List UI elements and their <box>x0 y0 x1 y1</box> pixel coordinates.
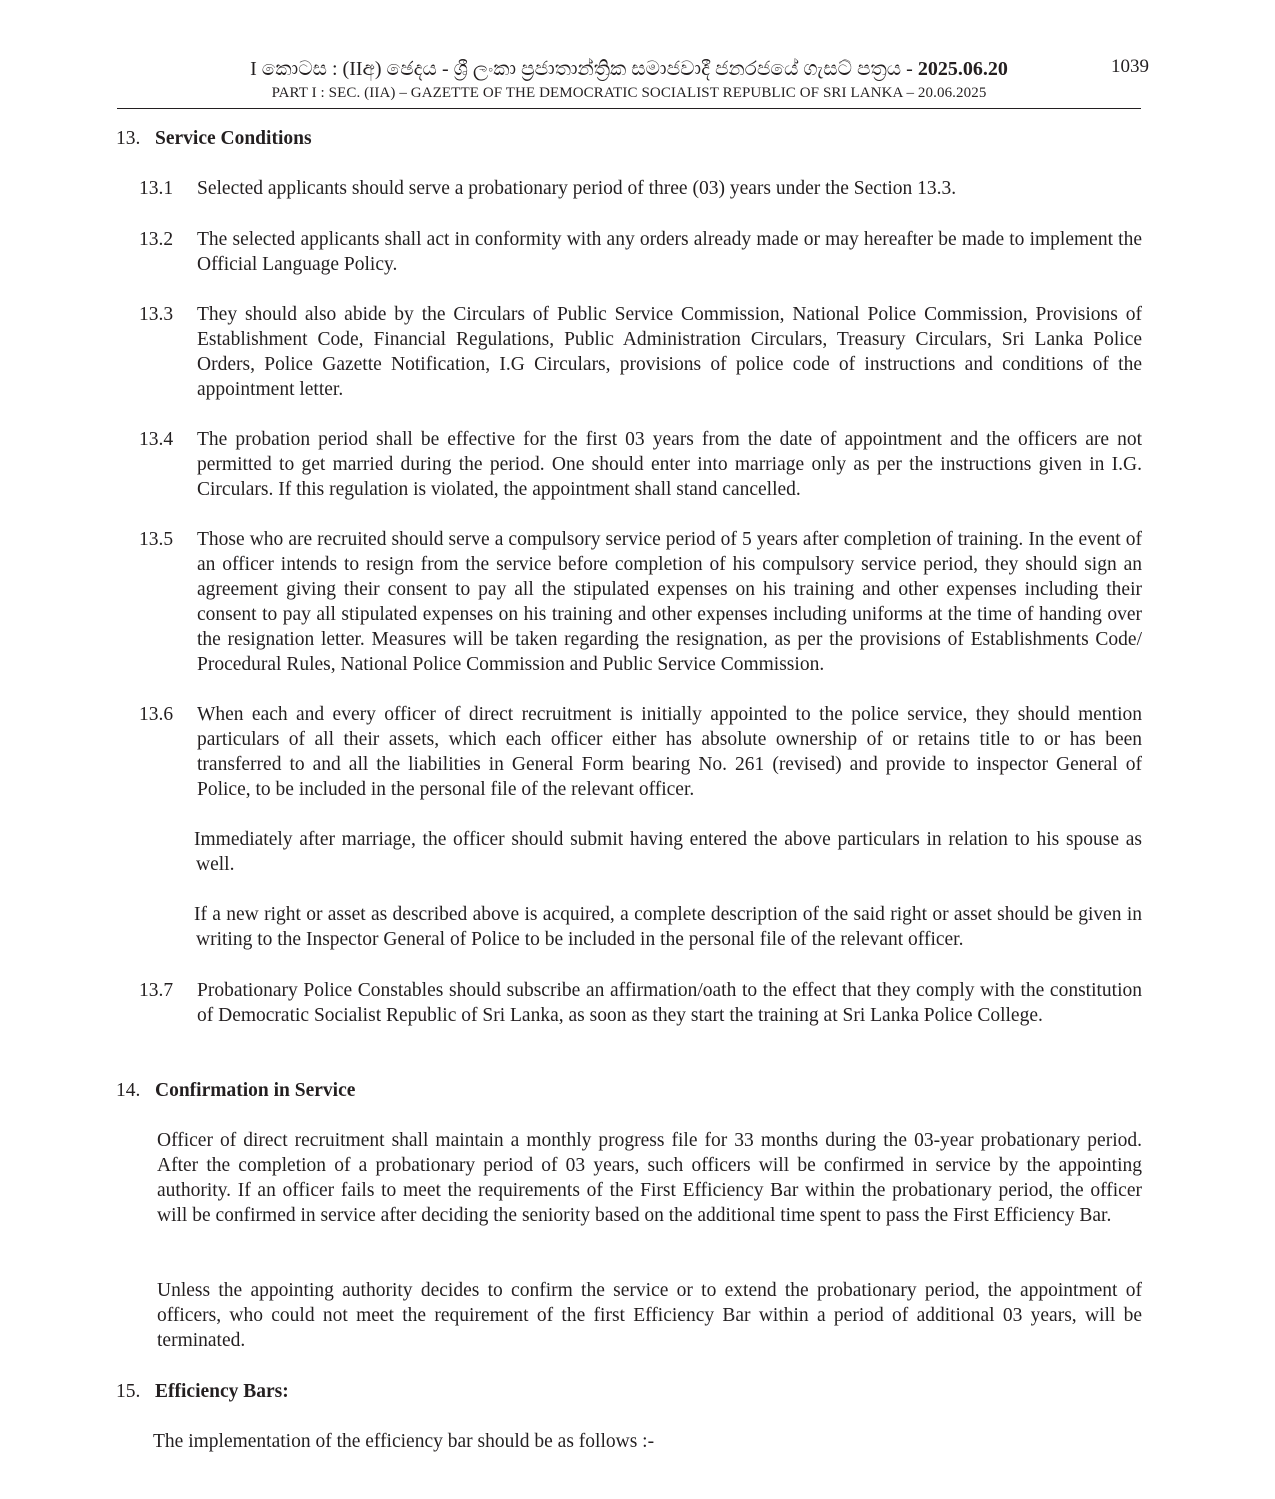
section-13-heading <box>116 126 312 151</box>
clause-number: 13.7 <box>139 980 174 1001</box>
page-number: 1039 <box>1111 56 1149 77</box>
header-sinhala-date: 2025.06.20 <box>917 58 1008 80</box>
clause-text: Those who are recruited should serve a compulsory service period of 5 years after completion of training. In the event of an officer intends to resign from the service before completion of his compulsory service period, they should sign an agreement giving their consent to pay all the stipulated expenses on his training and other expenses including their consent to pay all stipulated expenses on his training and other expenses including uniforms at the time of handing over the resignation letter. Measures will be taken regarding the resignation, as per the provisions of Establishments Code/ Procedural Rules, National Police Commission and Public Service Commission. <box>197 529 1142 675</box>
clause-number: 13.6 <box>139 704 174 725</box>
section-title: Efficiency Bars: <box>155 1381 289 1402</box>
section-15-heading <box>116 1379 289 1404</box>
clause-number: 13.1 <box>139 178 174 199</box>
header-divider <box>117 108 1141 109</box>
clause-13-6 <box>139 702 1142 802</box>
clause-text: Selected applicants should serve a probationary period of three (03) years under the Section 13.3. <box>197 178 957 199</box>
clause-13-6-paragraph-new-asset: If a new right or asset as described above is acquired, a complete description of the said right or asset should be given in writing to the Inspector General of Police to be included in the personal file of the relevant officer. <box>194 904 1142 950</box>
clause-text: The probation period shall be effective for the first 03 years from the date of appointment and the officers are not permitted to get married during the period. One should enter into marriage only as per the instructions given in I.G. Circulars. If this regulation is violated, the appointment shall stand cancelled. <box>197 429 1142 500</box>
clause-13-3 <box>139 302 1142 402</box>
section-14-paragraph-2: Unless the appointing authority decides to confirm the service or to extend the probationary period, the appointment of officers, who could not meet the requirement of the first Efficiency Bar within a period of additional 03 years, will be terminated. <box>157 1280 1142 1351</box>
clause-13-2 <box>139 227 1142 277</box>
section-15-intro: The implementation of the efficiency bar should be as follows :- <box>153 1431 655 1452</box>
clause-13-6-paragraph-marriage: Immediately after marriage, the officer should submit having entered the above particulars in relation to his spouse as well. <box>194 829 1142 875</box>
clause-number: 13.4 <box>139 429 174 450</box>
clause-text: Probationary Police Constables should subscribe an affirmation/oath to the effect that they comply with the constitution of Democratic Socialist Republic of Sri Lanka, as soon as they start the training at Sri Lanka Police College. <box>197 980 1142 1026</box>
section-number: 13. <box>116 128 141 149</box>
section-number: 14. <box>116 1080 141 1101</box>
section-14-paragraph-1: Officer of direct recruitment shall maintain a monthly progress file for 33 months during the 03-year probationary period. After the completion of a probationary period of 03 years, such officers will be confirmed in service by the appointing authority. If an officer fails to meet the requirements of the First Efficiency Bar within the probationary period, the officer will be confirmed in service after deciding the seniority based on the additional time spent to pass the First Efficiency Bar. <box>157 1130 1142 1226</box>
clause-text: The selected applicants shall act in conformity with any orders already made or may hereafter be made to implement the Official Language Policy. <box>197 229 1142 275</box>
clause-13-4 <box>139 427 1142 502</box>
clause-13-5 <box>139 527 1142 677</box>
clause-text: They should also abide by the Circulars of Public Service Commission, National Police Commission, Provisions of Establishment Code, Financial Regulations, Public Administration Circulars, Treasury Circulars, Sri Lanka Police Orders, Police Gazette Notification, I.G Circulars, provisions of police code of instructions and conditions of the appointment letter. <box>197 304 1142 400</box>
header-english-line: PART I : SEC. (IIA) – GAZETTE OF THE DEMOCRATIC SOCIALIST REPUBLIC OF SRI LANKA – 20.06.2025 <box>271 85 987 101</box>
section-title: Confirmation in Service <box>155 1080 356 1101</box>
gazette-header <box>117 52 1149 110</box>
header-sinhala-text: I කොටස : (IIඅ) ඡෙදය - ශ්‍රී ලංකා ප්‍රජාතාන්ත්‍රික සමාජවාදී ජනරජයේ ගැසට් පත්‍රය - <box>250 58 918 80</box>
clause-number: 13.3 <box>139 304 174 325</box>
header-sinhala-line <box>117 56 1141 82</box>
clause-number: 13.2 <box>139 229 174 250</box>
section-title: Service Conditions <box>155 128 312 149</box>
section-14-heading <box>116 1078 355 1103</box>
clause-number: 13.5 <box>139 529 174 550</box>
clause-13-7 <box>139 978 1142 1028</box>
clause-text: When each and every officer of direct recruitment is initially appointed to the police service, they should mention particulars of all their assets, which each officer either has absolute ownership of or retains title to or has been transferred to and all the liabilities in General Form bearing No. 261 (revised) and provide to inspector General of Police, to be included in the personal file of the relevant officer. <box>197 704 1142 800</box>
clause-13-1 <box>139 176 1142 201</box>
section-number: 15. <box>116 1381 141 1402</box>
